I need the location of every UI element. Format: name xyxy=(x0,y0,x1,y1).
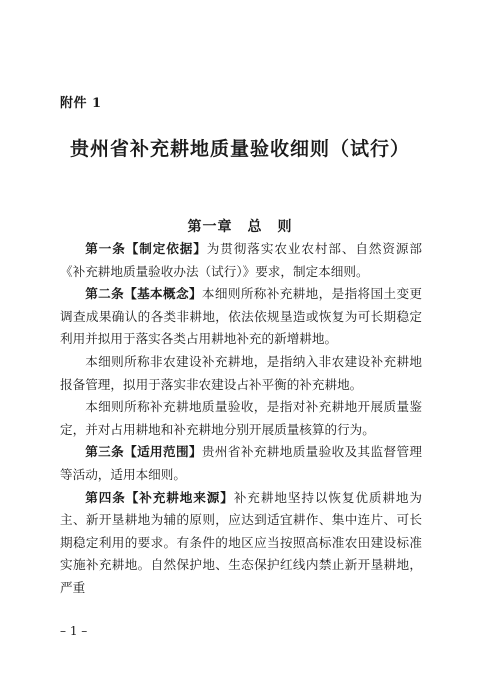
article-heading: 第二条【基本概念】 xyxy=(85,286,202,302)
paragraph-nonagri-definition xyxy=(60,351,422,396)
document-title: 贵州省补充耕地质量验收细则（试行） xyxy=(69,138,410,160)
article-text: 贵州省补充耕地质量验收及其监督管理等活动，适用本细则。 xyxy=(60,444,422,482)
article-text: 为贯彻落实农业农村部、自然资源部《补充耕地质量验收办法（试行）》要求，制定本细则。 xyxy=(60,241,423,279)
article-heading: 第一条【制定依据】 xyxy=(85,241,207,256)
article-heading: 第四条【补充耕地来源】 xyxy=(85,489,234,505)
article-text: 本细则所称非农建设补充耕地，是指纳入非农建设补充耕地报备管理，拟用于落实非农建设占补平衡的补充耕地。 xyxy=(60,353,422,392)
article-heading: 第三条【适用范围】 xyxy=(85,444,202,460)
paragraph-acceptance-definition xyxy=(60,396,422,441)
article-text: 本细则所称补充耕地，是指将国土变更调查成果确认的各类非耕地，依法依规垦造或恢复为可长期稳定利用并拟用于落实各类占用耕地补充的新增耕地。 xyxy=(60,286,422,347)
page-number: – 1 – xyxy=(60,624,88,638)
article-text: 补充耕地坚持以恢复优质耕地为主、新开垦耕地为辅的原则，应达到适宜耕作、集中连片、可长期稳定利用的要求。有条件的地区应当按照高标准农田建设标准实施补充耕地。自然保护地、生态保护红线内禁止新开垦耕地，严重 xyxy=(60,489,423,595)
paragraph-article-3 xyxy=(60,441,422,486)
paragraph-article-1 xyxy=(60,238,422,283)
attachment-label: 附件 1 xyxy=(60,96,102,111)
article-text: 本细则所称补充耕地质量验收，是指对补充耕地开展质量鉴定，并对占用耕地和补充耕地分别开展质量核算的行为。 xyxy=(60,399,422,437)
document-body xyxy=(60,238,422,600)
paragraph-article-4 xyxy=(60,487,422,600)
paragraph-article-2 xyxy=(60,283,422,351)
chapter-title: 第一章 总 则 xyxy=(187,219,293,235)
